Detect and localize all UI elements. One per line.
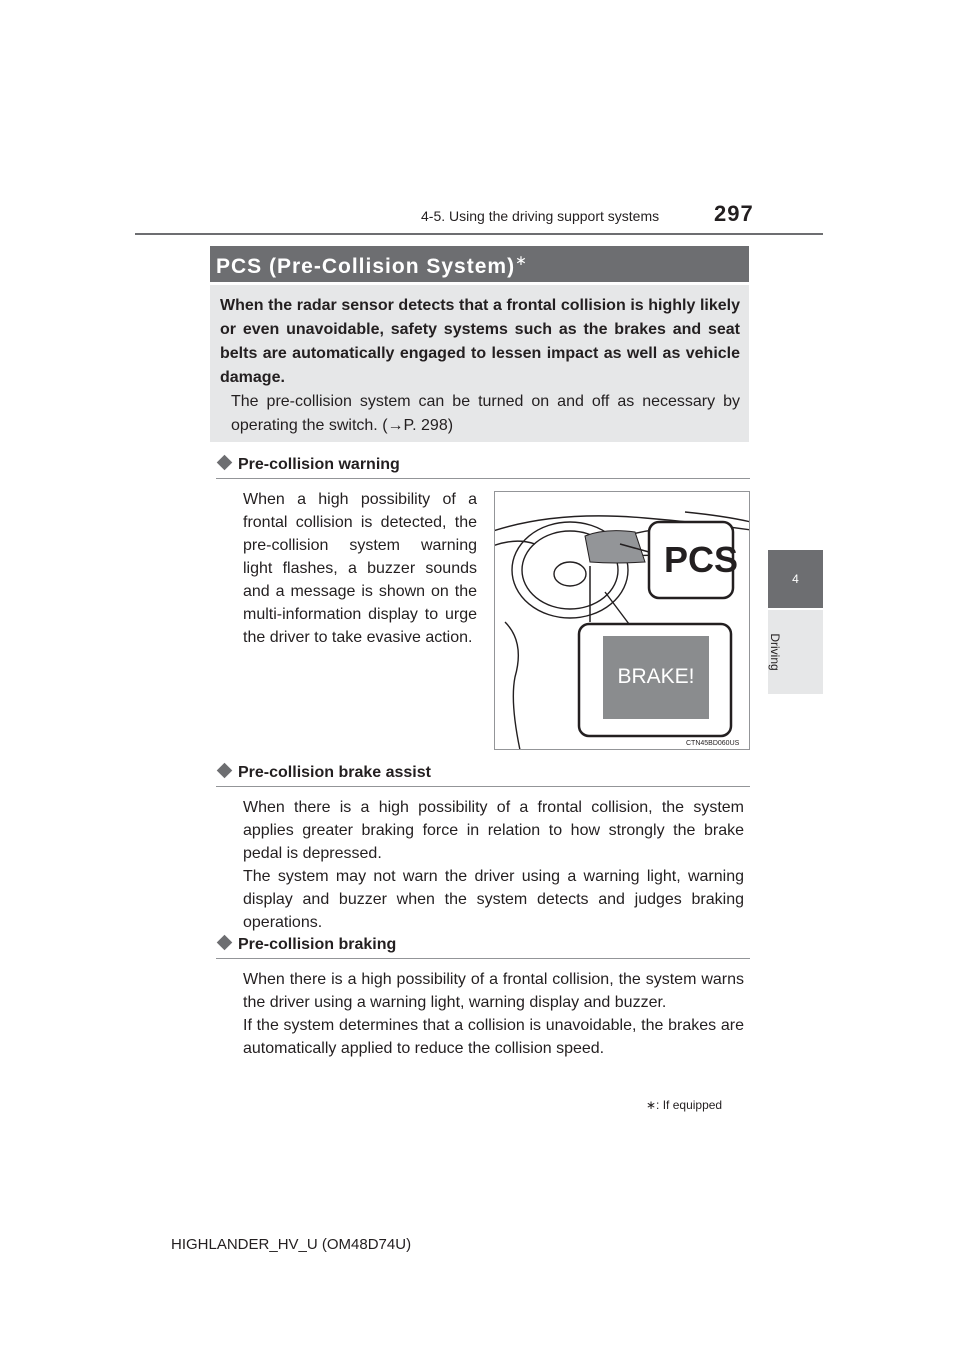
section-divider bbox=[216, 786, 750, 787]
page-number: 297 bbox=[714, 201, 754, 226]
header-divider bbox=[135, 233, 823, 235]
brake-display-text: BRAKE! bbox=[617, 665, 695, 688]
figure-code: CTN45BD060US bbox=[686, 740, 740, 747]
chapter-label: Driving bbox=[768, 633, 782, 671]
pcs-indicator-label: PCS bbox=[664, 539, 739, 580]
section-divider bbox=[216, 478, 750, 479]
intro-note: The pre-collision system can be turned on and off as necessary by operating the switch. (→P. 298) bbox=[231, 393, 740, 434]
diamond-icon bbox=[217, 935, 233, 951]
section-title: 4-5. Using the driving support systems bbox=[421, 208, 660, 224]
section-heading-brake-assist bbox=[216, 764, 431, 782]
section-heading-braking bbox=[216, 936, 396, 954]
if-equipped-mark: ∗ bbox=[515, 252, 528, 268]
section-divider bbox=[216, 958, 750, 959]
page-title bbox=[216, 252, 528, 279]
section-heading-text: Pre-collision braking bbox=[238, 936, 397, 953]
meter-cluster bbox=[585, 531, 645, 563]
section-body: When a high possibility of a frontal collision is detected, the pre-collision system warning light flashes, a buzzer sounds and a message is shown on the multi-information display to urge the driver to take evasive action. bbox=[243, 491, 477, 646]
dash-left-line bbox=[495, 541, 535, 547]
section-heading-warning bbox=[216, 456, 400, 474]
diamond-icon bbox=[217, 455, 233, 471]
pillar-line bbox=[505, 622, 520, 750]
page-title-text: PCS (Pre-Collision System) bbox=[216, 255, 516, 278]
footnote: ∗: If equipped bbox=[646, 1098, 723, 1112]
intro-summary: When the radar sensor detects that a frontal collision is highly likely or even unavoidable, safety systems such as the brakes and seat belts are automatically engaged to lessen impact as well as vehicle damage. bbox=[220, 297, 740, 386]
diamond-icon bbox=[217, 763, 233, 779]
windshield-line bbox=[685, 512, 750, 522]
section-body: If the system determines that a collision is unavoidable, the brakes are automatically applied to reduce the collision speed. bbox=[243, 1017, 744, 1057]
section-body: When there is a high possibility of a frontal collision, the system applies greater braking force in relation to how strongly the brake pedal is depressed. bbox=[243, 799, 744, 862]
section-heading-text: Pre-collision brake assist bbox=[238, 764, 431, 781]
manual-id: HIGHLANDER_HV_U (OM48D74U) bbox=[171, 1236, 412, 1253]
chapter-number: 4 bbox=[792, 572, 799, 586]
section-heading-text: Pre-collision warning bbox=[238, 456, 400, 473]
section-body: The system may not warn the driver using a warning light, warning display and buzzer when the system detects and judges braking operations. bbox=[243, 868, 744, 931]
section-body: When there is a high possibility of a frontal collision, the system warns the driver using a warning light, warning display and buzzer. bbox=[243, 971, 744, 1011]
steering-hub bbox=[554, 562, 586, 586]
